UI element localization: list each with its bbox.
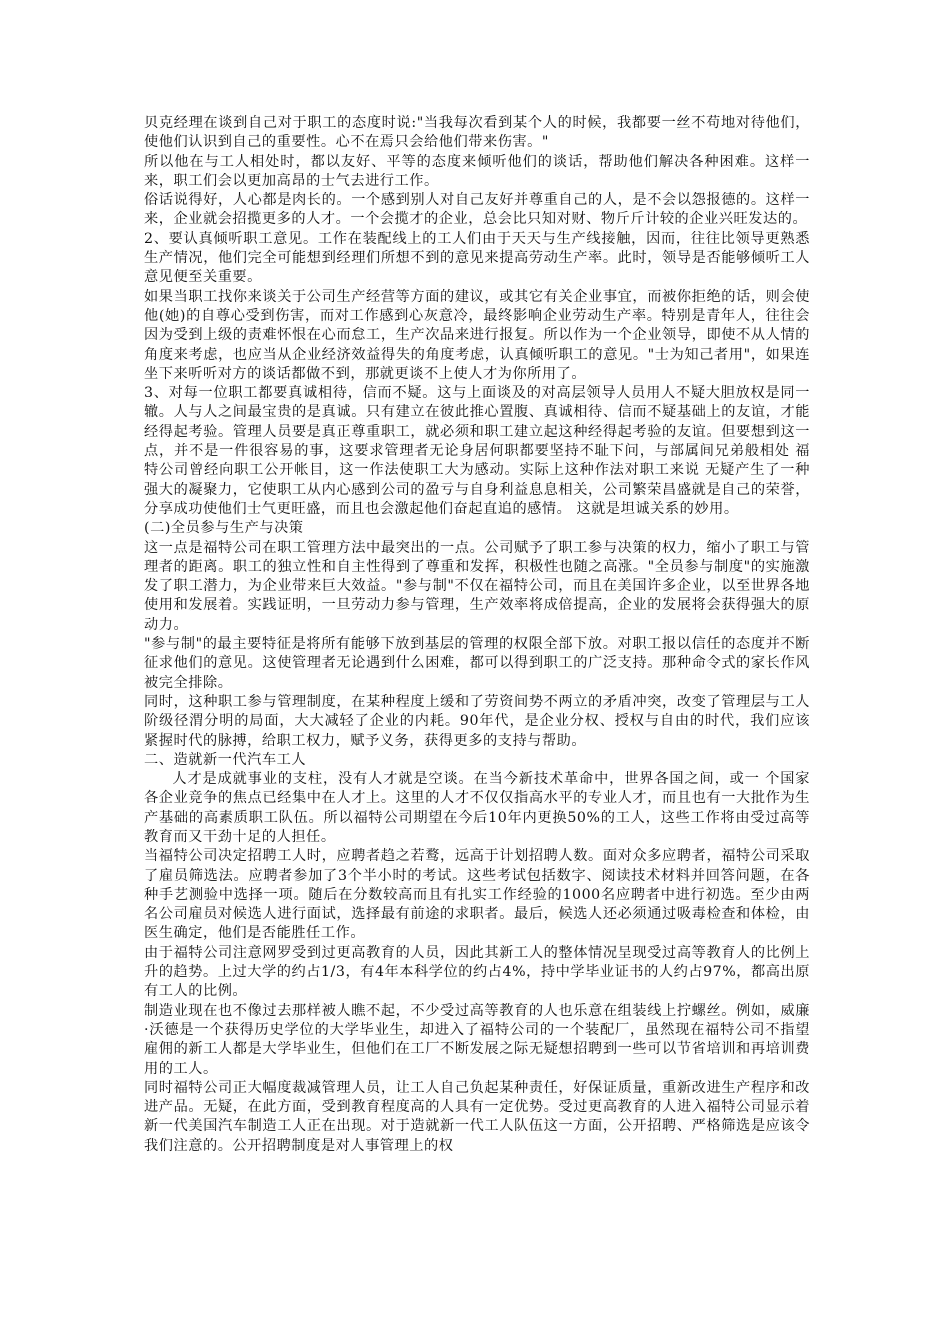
paragraph-participation-feature: "参与制"的最主要特征是将所有能够下放到基层的管理的权限全部下放。对职工报以信任的态度并不断征求他们的意见。这使管理者无论遇到什么困难，都可以得到职工的广泛支持。那种命令式的家长作风被完全排除。 (144, 636, 810, 691)
paragraph-sincerity: 3、对每一位职工都要真诚相待，信而不疑。这与上面谈及的对高层领导人员用人不疑大胆放权是同一辙。人与人之间最宝贵的是真诚。只有建立在彼此推心置腹、真诚相待、信而不疑基础上的友谊，才能经得起考验。管理人员要是真正尊重职工，就必须和职工建立起这种经得起考验的友谊。但要想到这一点，并不是一件很容易的事，这要求管理者无论身居何职都要坚持不耻下问，与部属间兄弟般相处 福特公司曾经向职工公开帐目，这一作法使职工大为感动。实际上这种作法对职工来说 无疑产生了一种强大的凝聚力，它使职工从内心感到公司的盈亏与自身利益息息相关，公司繁荣昌盛就是自己的荣誉，分享成功使他们士气更旺盛，而且也会激起他们奋起直追的感情。 这就是坦诚关系的妙用。 (144, 385, 810, 517)
section-heading-participation: (二)全员参与生产与决策 (144, 520, 304, 537)
paragraph-listen-opinions: 2、要认真倾听职工意见。工作在装配线上的工人们由于天天与生产线接触，因而，往往比领导更熟悉生产情况，他们完全可能想到经理们所想不到的意见来提高劳动生产率。此时，领导是否能够倾听工人意见便至关重要。 (144, 230, 810, 286)
section-heading-new-workers: 二、造就新一代汽车工人 (144, 751, 307, 768)
paragraph-proverb: 俗话说得好，人心都是肉长的。一个感到别人对自己友好并尊重自己的人，是不会以怨报德的。这样一来，企业就会招揽更多的人才。一个会揽才的企业，总会比只知对财、物斤斤计较的企业兴旺发达的。 (144, 192, 810, 228)
paragraph-baker-quote: 贝克经理在谈到自己对于职工的态度时说:"当我每次看到某个人的时候，我都要一丝不苟地对待他们，使他们认识到自己的重要性。心不在焉只会给他们带来伤害。" (144, 115, 810, 151)
paragraph-recruitment: 当福特公司决定招聘工人时，应聘者趋之若鹜，远高于计划招聘人数。面对众多应聘者，福特公司采取了雇员筛选法。应聘者参加了3个半小时的考试。这些考试包括数字、阅读技术材料并回答问题，在各种手艺测验中选择一项。随后在分数较高而且有扎实工作经验的1000名应聘者中进行初选。至少由两名公司雇员对候选人进行面试，选择最有前途的求职者。最后，候选人还必须通过吸毒检查和体检，由医生确定，他们是否能胜任工作。 (144, 848, 810, 942)
paragraph-refusal-consequences: 如果当职工找你来谈关于公司生产经营等方面的建议，或其它有关企业事宜，而被你拒绝的话，则会使他(她)的自尊心受到伤害，而对工作感到心灰意冷，最终影响企业劳动生产率。特别是青年人，往往会因为受到上级的责难怀恨在心而怠工，生产次品来进行报复。所以作为一个企业领导，即使不从人情的角度来考虑，也应当从企业经济效益得失的角度考虑，认真倾听职工的意见。"士为知己者用"，如果连坐下来听听对方的谈话都做不到，那就更谈不上使人才为你所用了。 (144, 288, 810, 382)
document-body (144, 114, 810, 1156)
paragraph-education-trend: 由于福特公司注意网罗受到过更高教育的人员，因此其新工人的整体情况呈现受过高等教育人的比例上升的趋势。上过大学的约占1/3，有4年本科学位的约占4%，持中学毕业证书的人约占97%，都高出原有工人的比例。 (144, 944, 810, 1000)
paragraph-manufacturing: 制造业现在也不像过去那样被人瞧不起，不少受过高等教育的人也乐意在组装线上拧螺丝。例如，威廉·沃德是一个获得历史学位的大学毕业生，却进入了福特公司的一个装配厂，虽然现在福特公司不指望雇佣的新工人都是大学毕业生，但他们在工厂不断发展之际无疑想招聘到一些可以节省培训和再培训费用的工人。 (144, 1002, 810, 1077)
paragraph-talent: 人才是成就事业的支柱，没有人才就是空谈。在当今新技术革命中，世界各国之间，或一 个国家各企业竞争的焦点已经集中在人才上。这里的人才不仅仅指高水平的专业人才，而且也有一大批作为生产基础的高素质职工队伍。所以福特公司期望在今后10年内更换50%的工人，这些工作将由受过高等教育而又干劲十足的人担任。 (144, 771, 810, 845)
paragraph-participation-effect: 同时，这种职工参与管理制度，在某种程度上缓和了劳资间势不两立的矛盾冲突，改变了管理层与工人阶级径渭分明的局面，大大减轻了企业的内耗。90年代，是企业分权、授权与自由的时代，我们应该紧握时代的脉搏，给职工权力，赋予义务，获得更多的支持与帮助。 (144, 693, 810, 749)
paragraph-management-cuts: 同时福特公司正大幅度裁减管理人员，让工人自己负起某种责任，好保证质量，重新改进生产程序和改进产品。无疑，在此方面，受到教育程度高的人具有一定优势。受过更高教育的人进入福特公司显示着新一代美国汽车制造工人正在出现。对于造就新一代工人队伍这一方面，公开招聘、严格筛选是应该令我们注意的。公开招聘制度是对人事管理上的权 (144, 1079, 810, 1154)
paragraph-participation-intro: 这一点是福特公司在职工管理方法中最突出的一点。公司赋予了职工参与决策的权力，缩小了职工与管理者的距离。职工的独立性和自主性得到了尊重和发挥，积极性也随之高涨。"全员参与制度"的实施激发了职工潜力，为企业带来巨大效益。"参与制"不仅在福特公司，而且在美国许多企业，以至世界各地使用和发展着。实践证明，一旦劳动力参与管理，生产效率将成倍提高，企业的发展将会获得强大的原动力。 (144, 539, 810, 633)
paragraph-equal-attitude: 所以他在与工人相处时，都以友好、平等的态度来倾听他们的谈话，帮助他们解决各种困难。这样一来，职工们会以更加高昂的士气去进行工作。 (144, 153, 810, 189)
